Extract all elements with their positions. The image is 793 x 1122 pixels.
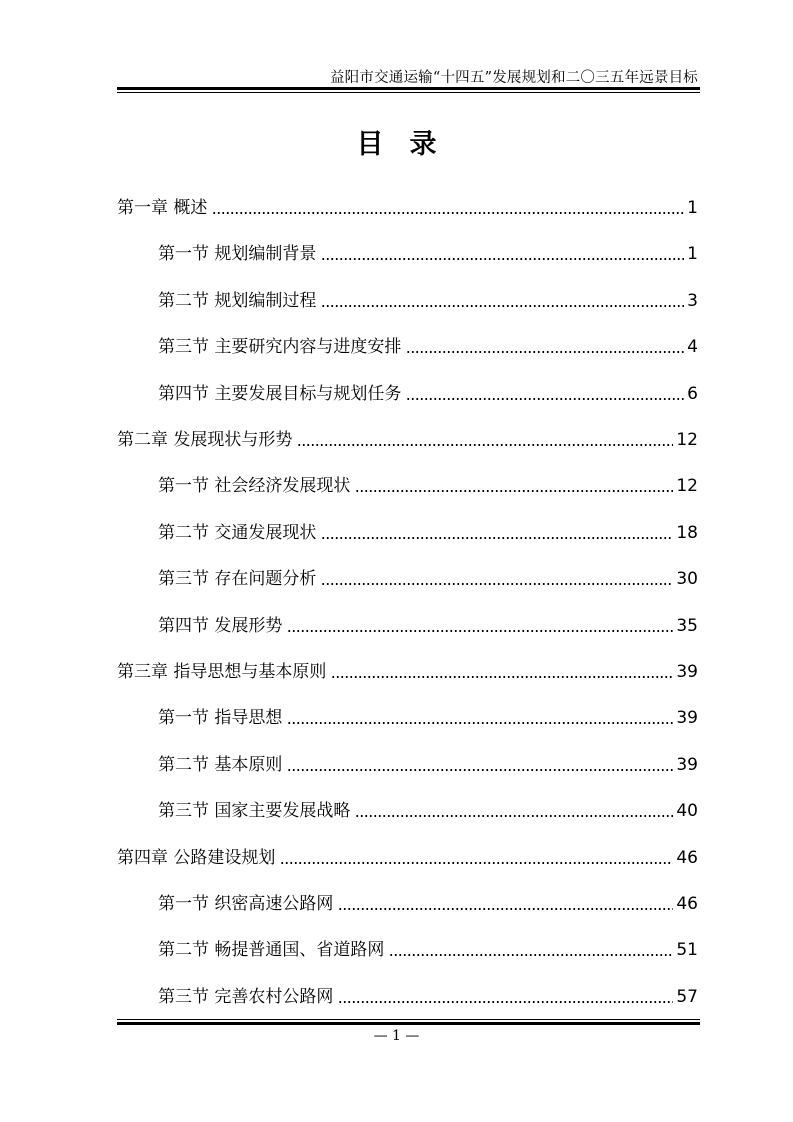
toc-section-entry[interactable] (158, 799, 698, 823)
toc-section-entry[interactable] (158, 289, 698, 313)
header-rule-thick (117, 87, 700, 90)
toc-entry-label: 第二节 规划编制过程 (158, 291, 317, 311)
dot-leader (287, 769, 673, 771)
toc-chapter-entry[interactable] (117, 846, 698, 870)
dot-leader (321, 583, 673, 585)
toc-section-entry[interactable] (158, 335, 698, 359)
toc-entry-label: 第三节 存在问题分析 (158, 569, 317, 589)
toc-section-entry[interactable] (158, 985, 698, 1009)
dot-leader (321, 305, 684, 307)
toc-entry-page-number: 51 (676, 940, 698, 960)
toc-entry-label: 第一节 规划编制背景 (158, 244, 317, 264)
toc-entry-label: 第三节 主要研究内容与进度安排 (158, 337, 402, 357)
dot-leader (355, 490, 673, 492)
dot-leader (338, 908, 673, 910)
toc-entry-page-number: 35 (676, 616, 698, 636)
toc-entry-page-number: 39 (676, 662, 698, 682)
toc-entry-page-number: 6 (687, 384, 698, 404)
toc-section-entry[interactable] (158, 938, 698, 962)
toc-section-entry[interactable] (158, 706, 698, 730)
toc-title: 目录 (356, 129, 463, 160)
header-rule-thin (117, 92, 700, 93)
dot-leader (321, 537, 673, 539)
toc-entry-page-number: 46 (676, 894, 698, 914)
toc-entry-page-number: 39 (676, 708, 698, 728)
toc-entry-label: 第一节 指导思想 (158, 708, 283, 728)
toc-chapter-entry[interactable] (117, 428, 698, 452)
dot-leader (389, 954, 673, 956)
toc-entry-label: 第二节 畅提普通国、省道路网 (158, 940, 385, 960)
toc-section-entry[interactable] (158, 521, 698, 545)
toc-entry-label: 第三节 完善农村公路网 (158, 987, 334, 1007)
toc-entry-page-number: 1 (687, 198, 698, 218)
page-number: — 1 — (373, 1028, 420, 1044)
toc-entry-page-number: 3 (687, 291, 698, 311)
toc-entry-page-number: 12 (676, 476, 698, 496)
footer-rule-thin (117, 1019, 700, 1020)
toc-entry-label: 第三节 国家主要发展战略 (158, 801, 351, 821)
toc-entry-page-number: 1 (687, 244, 698, 264)
footer-rule-thick (117, 1022, 700, 1025)
toc-entry-label: 第二章 发展现状与形势 (117, 430, 293, 450)
dot-leader (297, 444, 673, 446)
toc-section-entry[interactable] (158, 242, 698, 266)
toc-entry-page-number: 4 (687, 337, 698, 357)
toc-chapter-entry[interactable] (117, 660, 698, 684)
dot-leader (212, 212, 684, 214)
toc-entry-label: 第四节 主要发展目标与规划任务 (158, 384, 402, 404)
toc-section-entry[interactable] (158, 474, 698, 498)
toc-entry-page-number: 30 (676, 569, 698, 589)
toc-chapter-entry[interactable] (117, 196, 698, 220)
dot-leader (321, 258, 684, 260)
toc-entry-page-number: 18 (676, 523, 698, 543)
toc-section-entry[interactable] (158, 892, 698, 916)
dot-leader (406, 351, 684, 353)
toc-entry-label: 第三章 指导思想与基本原则 (117, 662, 327, 682)
toc-entry-page-number: 39 (676, 755, 698, 775)
dot-leader (287, 722, 673, 724)
toc-entry-label: 第二节 交通发展现状 (158, 523, 317, 543)
toc-entry-page-number: 40 (676, 801, 698, 821)
dot-leader (338, 1001, 673, 1003)
toc-entry-label: 第一章 概述 (117, 198, 208, 218)
toc-section-entry[interactable] (158, 382, 698, 406)
toc-entry-label: 第四章 公路建设规划 (117, 848, 276, 868)
toc-section-entry[interactable] (158, 753, 698, 777)
toc-entry-label: 第四节 发展形势 (158, 616, 283, 636)
dot-leader (331, 676, 673, 678)
toc-entry-label: 第一节 社会经济发展现状 (158, 476, 351, 496)
toc-entry-page-number: 12 (676, 430, 698, 450)
dot-leader (406, 398, 684, 400)
toc-section-entry[interactable] (158, 567, 698, 591)
toc-entry-page-number: 57 (676, 987, 698, 1007)
toc-entry-label: 第一节 织密高速公路网 (158, 894, 334, 914)
toc-section-entry[interactable] (158, 614, 698, 638)
dot-leader (280, 862, 673, 864)
toc-entry-page-number: 46 (676, 848, 698, 868)
dot-leader (287, 630, 673, 632)
dot-leader (355, 815, 673, 817)
running-header-title: 益阳市交通运输“十四五”发展规划和二〇三五年远景目标 (329, 70, 698, 86)
toc-entry-label: 第二节 基本原则 (158, 755, 283, 775)
